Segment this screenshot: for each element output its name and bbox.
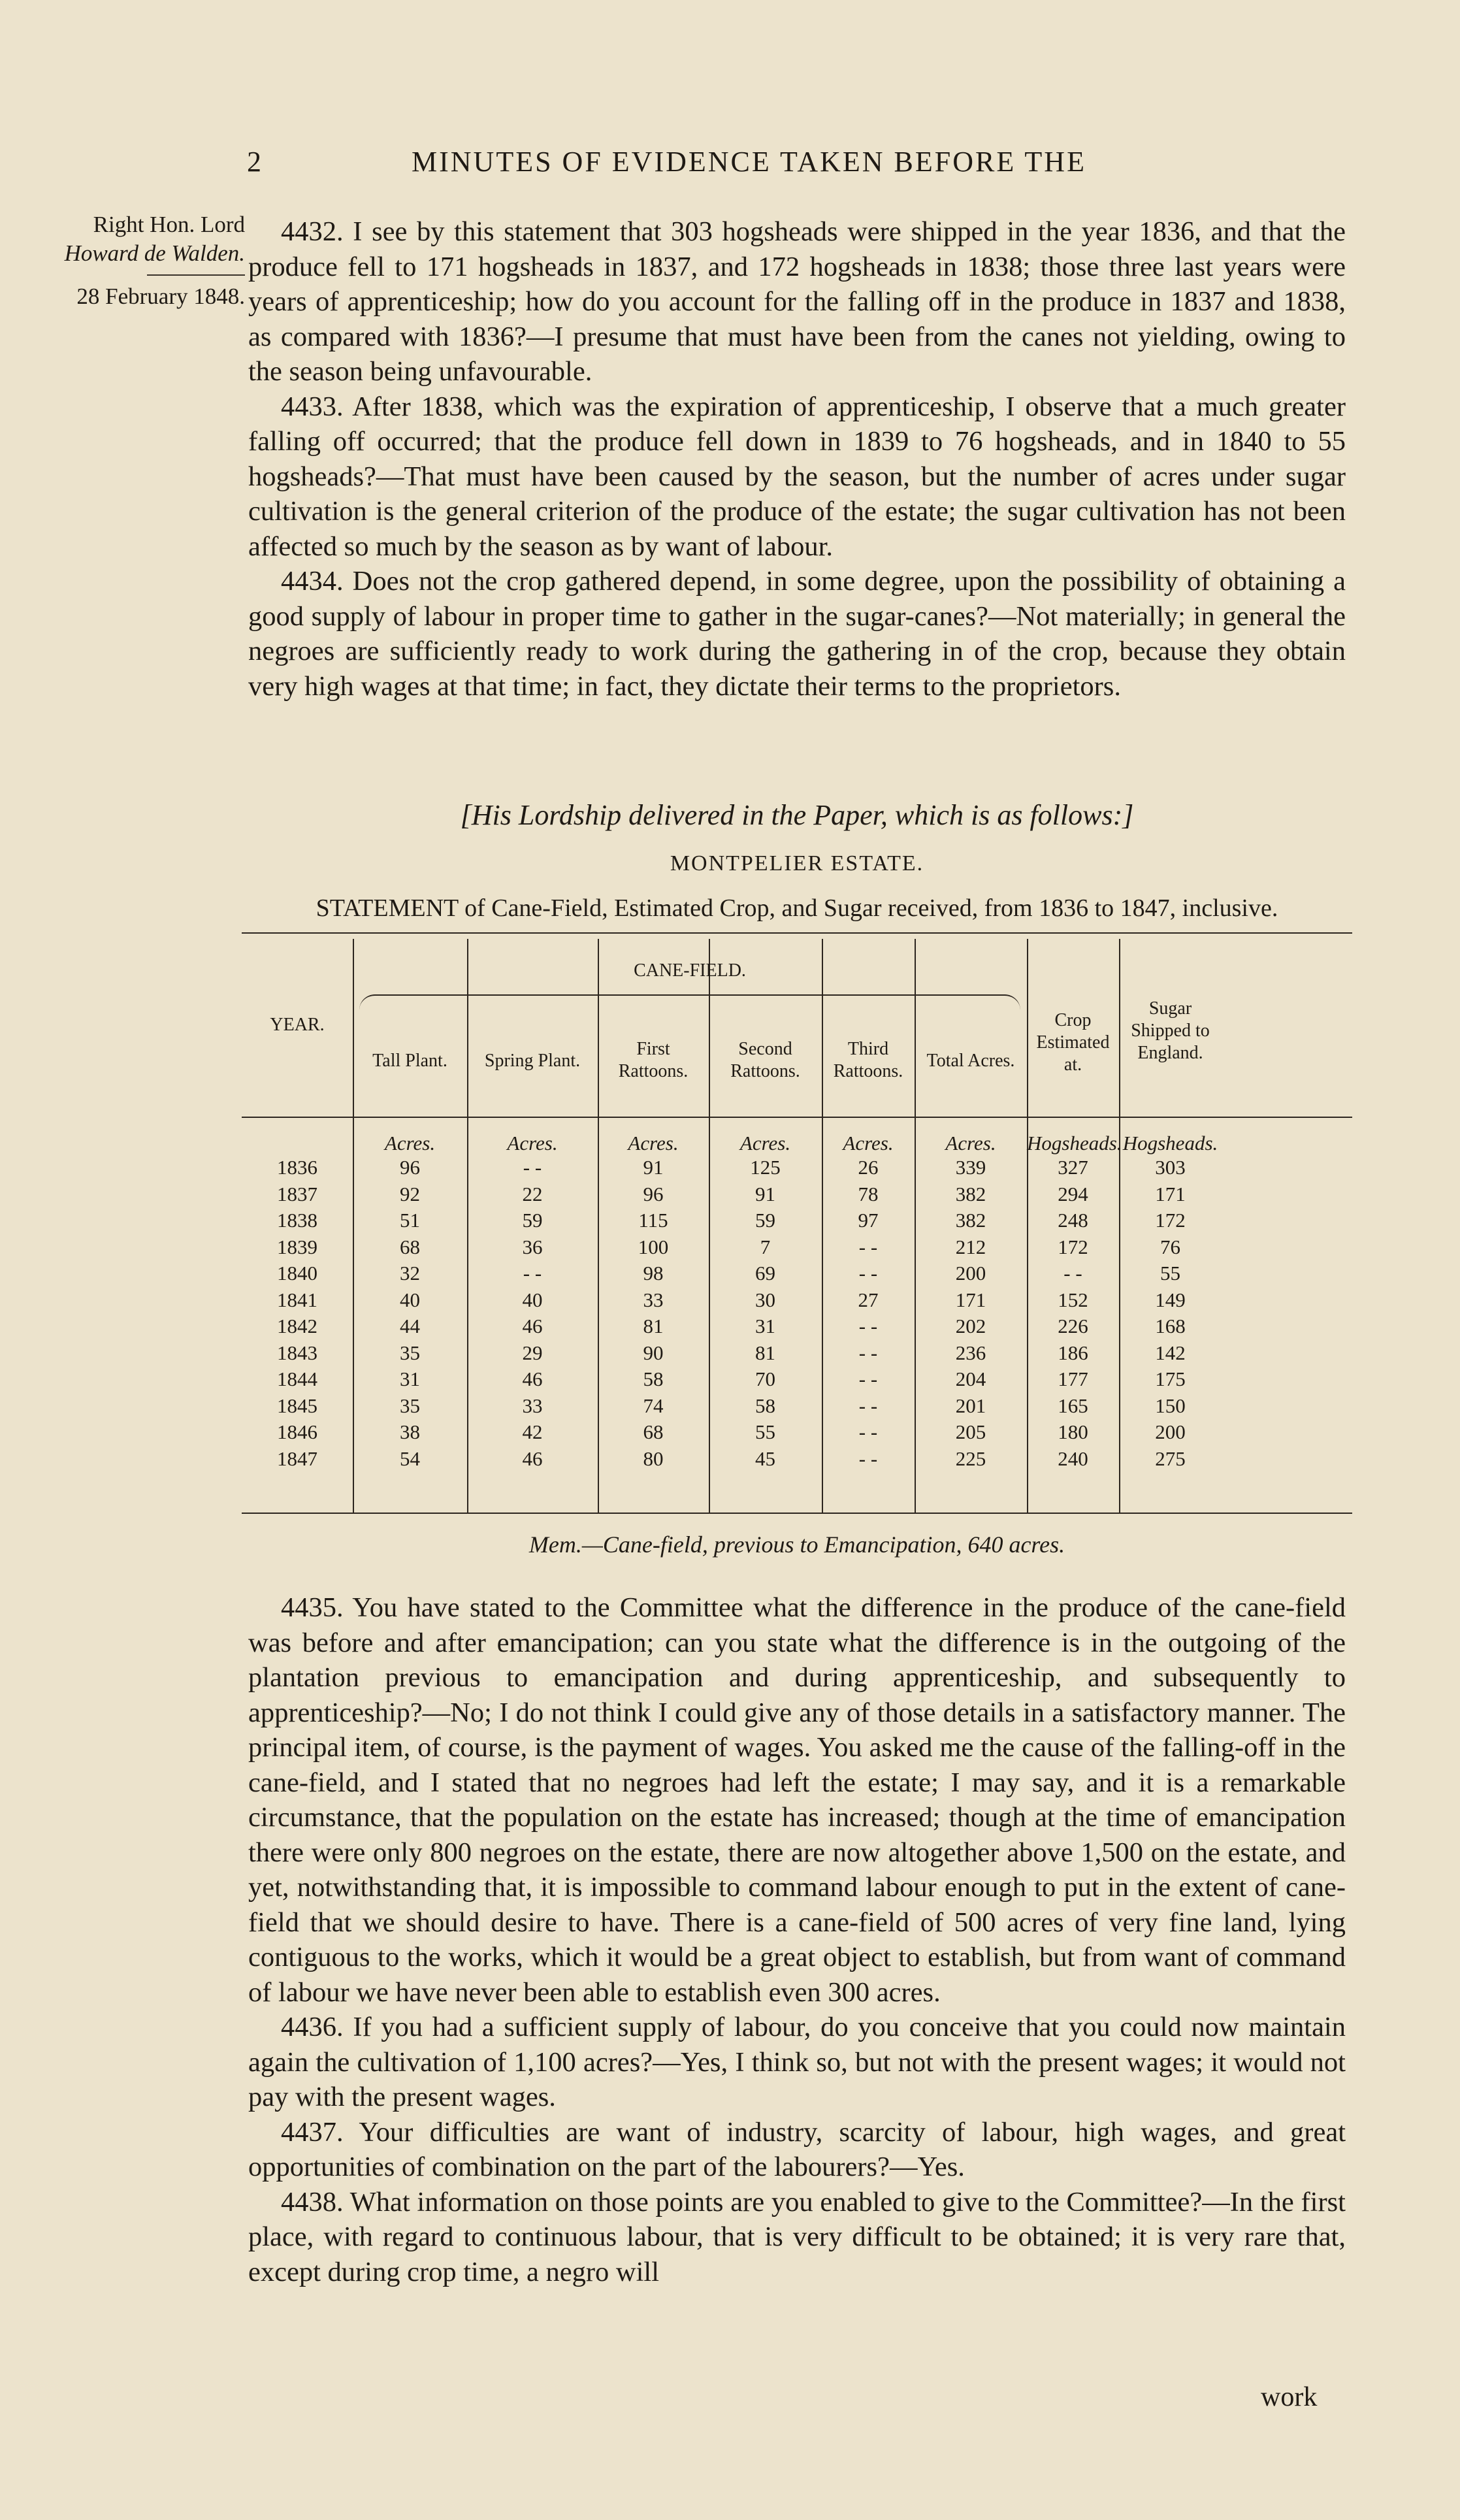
- unit-label: Acres.: [945, 1132, 996, 1154]
- table-cell: 202: [955, 1315, 986, 1337]
- lordship-note: [His Lordship delivered in the Paper, which is as follows:]: [460, 799, 1134, 831]
- year-cell: 1841: [277, 1288, 317, 1311]
- table-bottom-rule: [242, 1513, 1352, 1514]
- table-cell: 46: [522, 1447, 543, 1470]
- paragraph-4437: 4437. Your difficulties are want of industry, scarcity of labour, high wages, and great opportunities of combination on the part of the labourers?—Yes.: [248, 2116, 1346, 2182]
- cane-field-brace: [359, 994, 1020, 1011]
- table-cell: 98: [643, 1262, 664, 1285]
- table-cell: 175: [1155, 1367, 1186, 1390]
- table-cell: - -: [858, 1420, 878, 1443]
- table-cell: 186: [1058, 1341, 1088, 1364]
- table-cell: - -: [858, 1367, 878, 1390]
- table-cell: - -: [858, 1394, 878, 1417]
- table-cell: 58: [755, 1394, 775, 1417]
- column-header: Spring Plant.: [484, 1051, 581, 1071]
- table-cell: 96: [400, 1156, 420, 1179]
- statement-title: STATEMENT of Cane-Field, Estimated Crop, and Sugar received, from 1836 to 1847, inclusive.: [316, 894, 1278, 922]
- table-cell: 55: [755, 1420, 775, 1443]
- table-cell: 115: [638, 1209, 668, 1232]
- running-title: MINUTES OF EVIDENCE TAKEN BEFORE THE: [412, 146, 1086, 178]
- table-cell: 27: [858, 1288, 879, 1311]
- table-cell: - -: [858, 1235, 878, 1258]
- unit-label: Acres.: [628, 1132, 679, 1154]
- year-cell: 1843: [277, 1341, 317, 1364]
- margin-rule: [147, 274, 245, 276]
- table-cell: 275: [1155, 1447, 1186, 1470]
- column-header: First Rattoons.: [618, 1039, 689, 1081]
- table-cell: 35: [400, 1341, 420, 1364]
- table-cell: 225: [955, 1447, 986, 1470]
- catchword: work: [1261, 2382, 1318, 2412]
- table-cell: 33: [522, 1394, 543, 1417]
- table-cell: - -: [1063, 1262, 1082, 1285]
- witness-name: Howard de Walden.: [64, 240, 245, 266]
- table-cell: 58: [643, 1367, 664, 1390]
- year-cell: 1846: [277, 1420, 317, 1443]
- year-cell: 1842: [277, 1315, 317, 1337]
- table-cell: - -: [858, 1341, 878, 1364]
- unit-label: Acres.: [384, 1132, 436, 1154]
- table-cell: 46: [522, 1315, 543, 1337]
- table-cell: 31: [755, 1315, 775, 1337]
- table-cell: 200: [955, 1262, 986, 1285]
- page-number: 2: [247, 146, 261, 178]
- paragraph-4438: 4438. What information on those points are you enabled to give to the Committee?—In the first place, with regard to continuous labour, that is very difficult to be obtained; it is very rare that, except during crop time, a negro will: [248, 2186, 1346, 2287]
- year-cell: 1839: [277, 1235, 317, 1258]
- table-cell: 45: [755, 1447, 775, 1470]
- table-cell: 70: [755, 1367, 775, 1390]
- evidence-text-bottom: [248, 1590, 1346, 2289]
- table-cell: 200: [1155, 1420, 1186, 1443]
- evidence-text-top: [248, 214, 1346, 704]
- year-cell: 1837: [277, 1182, 317, 1205]
- table-cell: 91: [643, 1156, 664, 1179]
- year-cell: 1840: [277, 1262, 317, 1285]
- table-cell: 40: [522, 1288, 543, 1311]
- witness-title: Right Hon. Lord: [93, 212, 245, 237]
- table-cell: 177: [1058, 1367, 1088, 1390]
- table-cell: 180: [1058, 1420, 1088, 1443]
- table-cell: 248: [1058, 1209, 1088, 1232]
- year-cell: 1847: [277, 1447, 317, 1470]
- table-cell: 78: [858, 1182, 879, 1205]
- table-cell: 68: [400, 1235, 420, 1258]
- unit-label: Hogsheads.: [1122, 1132, 1218, 1154]
- margin-note: [20, 210, 245, 311]
- page-header: [0, 145, 1460, 184]
- unit-label: Acres.: [843, 1132, 894, 1154]
- table-cell: 201: [955, 1394, 986, 1417]
- paragraph-4432: 4432. I see by this statement that 303 hogsheads were shipped in the year 1836, and that the produce fell to 171 hogsheads in 1837, and 172 hogsheads in 1838; those three last years were years of apprenticeship; how do you account for the falling off in the produce in 1837 and 1838, as compared with 1836?—I presume that must have been from the canes not yielding, owing to the season being unfavourable.: [248, 216, 1346, 387]
- table-cell: 339: [955, 1156, 986, 1179]
- table-cell: 42: [522, 1420, 543, 1443]
- table-cell: 90: [643, 1341, 664, 1364]
- column-header: Total Acres.: [926, 1051, 1015, 1071]
- table-cell: 69: [755, 1262, 775, 1285]
- paragraph-4434: 4434. Does not the crop gathered depend, in some degree, upon the possibility of obtaining a good supply of labour in proper time to gather in the sugar-canes?—Not materially; in general the negroes are sufficiently ready to work during the gathering in of the crop, because they obtain very high wages at that time; in fact, they dictate their terms to the proprietors.: [248, 566, 1346, 702]
- column-header: Sugar Shipped to England.: [1131, 998, 1210, 1063]
- table-cell: 7: [760, 1235, 771, 1258]
- table-cell: 236: [955, 1341, 986, 1364]
- table-cell: 240: [1058, 1447, 1088, 1470]
- paragraph-4436: 4436. If you had a sufficient supply of labour, do you conceive that you could now maintain again the cultivation of 1,100 acres?—Yes, I think so, but not with the present wages; it would not pay with the present wages.: [248, 2012, 1346, 2112]
- table-cell: 74: [643, 1394, 664, 1417]
- table-cell: 68: [643, 1420, 664, 1443]
- table-cell: 96: [643, 1182, 664, 1205]
- memorandum: Mem.—Cane-field, previous to Emancipation, 640 acres.: [528, 1531, 1065, 1558]
- table-cell: 171: [1155, 1182, 1186, 1205]
- table-cell: 91: [755, 1182, 775, 1205]
- year-cell: 1844: [277, 1367, 317, 1390]
- column-header: Tall Plant.: [372, 1051, 447, 1071]
- table-cell: 51: [400, 1209, 420, 1232]
- table-top-rule: [242, 932, 1352, 934]
- table-cell: 142: [1155, 1341, 1186, 1364]
- table-cell: 46: [522, 1367, 543, 1390]
- unit-label: Acres.: [739, 1132, 791, 1154]
- table-cell: 172: [1058, 1235, 1088, 1258]
- table-cell: 303: [1155, 1156, 1186, 1179]
- table-cell: 172: [1155, 1209, 1186, 1232]
- table-cell: 81: [643, 1315, 664, 1337]
- table-cell: 32: [400, 1262, 420, 1285]
- column-header: Third Rattoons.: [833, 1039, 903, 1081]
- column-header: Second Rattoons.: [730, 1039, 800, 1081]
- year-cell: 1836: [277, 1156, 317, 1179]
- table-cell: 26: [858, 1156, 879, 1179]
- table-cell: 100: [638, 1235, 669, 1258]
- table-cell: 81: [755, 1341, 775, 1364]
- table-cell: 40: [400, 1288, 420, 1311]
- unit-label: Hogsheads.: [1027, 1132, 1122, 1154]
- table-cell: - -: [858, 1315, 878, 1337]
- table-cell: 150: [1155, 1394, 1186, 1417]
- table-cell: 125: [750, 1156, 781, 1179]
- table-cell: 54: [400, 1447, 420, 1470]
- table-cell: 76: [1160, 1235, 1180, 1258]
- table-cell: 212: [955, 1235, 986, 1258]
- cane-field-header: CANE-FIELD.: [634, 960, 746, 981]
- table-cell: 327: [1058, 1156, 1088, 1179]
- table-cell: 44: [400, 1315, 420, 1337]
- table-cell: 59: [522, 1209, 543, 1232]
- unit-label: Acres.: [507, 1132, 558, 1154]
- table-cell: 152: [1058, 1288, 1088, 1311]
- table-cell: 29: [522, 1341, 543, 1364]
- table-cell: 226: [1058, 1315, 1088, 1337]
- table-cell: 171: [955, 1288, 986, 1311]
- table-cell: 33: [643, 1288, 664, 1311]
- margin-date: 28 February 1848.: [76, 284, 245, 309]
- table-cell: 382: [955, 1182, 986, 1205]
- table-header-rule: [242, 1117, 1352, 1118]
- table-cell: - -: [523, 1156, 542, 1179]
- table-cell: 149: [1155, 1288, 1186, 1311]
- paragraph-4435: 4435. You have stated to the Committee what the difference in the produce of the cane-field was before and after emancipation; can you state what the difference is in the outgoing of the plantation previous to emancipation and during apprenticeship, and subsequently to apprenticeship?—No; I do not think I could give any of those details in a satisfactory manner. The principal item, of course, is the payment of wages. You asked me the cause of the falling-off in the cane-field, and I stated that no negroes had left the estate; I may say, and it is a remarkable circumstance, that the population on the estate has increased; though at the time of emancipation there were only 800 negroes on the estate, there are now altogether above 1,500 on the estate, and yet, notwithstanding that, it is impossible to command labour enough to put in the extent of cane-field that we should desire to have. There is a cane-field of 500 acres of very fine land, lying contiguous to the works, which it would be a great object to establish, but from want of command of labour we have never been able to establish even 300 acres.: [248, 1592, 1346, 2008]
- table-cell: - -: [858, 1262, 878, 1285]
- table-cell: 35: [400, 1394, 420, 1417]
- table-cell: 97: [858, 1209, 879, 1232]
- table-cell: - -: [858, 1447, 878, 1470]
- table-cell: 92: [400, 1182, 420, 1205]
- table-cell: 165: [1058, 1394, 1088, 1417]
- table-cell: 168: [1155, 1315, 1186, 1337]
- paragraph-4433: 4433. After 1838, which was the expiration of apprenticeship, I observe that a much greater falling off occurred; that the produce fell down in 1839 to 76 hogsheads, and in 1840 to 55 hogsheads?—That must have been caused by the season, but the number of acres under sugar cultivation is the general criterion of the produce of the estate; the sugar cultivation has not been affected so much by the season as by want of labour.: [248, 391, 1346, 562]
- table-cell: 80: [643, 1447, 664, 1470]
- table-cell: - -: [523, 1262, 542, 1285]
- table-cell: 31: [400, 1367, 420, 1390]
- table-cell: 294: [1058, 1182, 1088, 1205]
- column-header: Crop Estimated at.: [1036, 1010, 1110, 1075]
- table-cell: 382: [955, 1209, 986, 1232]
- table-cell: 38: [400, 1420, 420, 1443]
- table-cell: 59: [755, 1209, 775, 1232]
- year-header: YEAR.: [270, 1015, 325, 1035]
- year-cell: 1845: [277, 1394, 317, 1417]
- estate-title: MONTPELIER ESTATE.: [670, 851, 924, 875]
- year-cell: 1838: [277, 1209, 317, 1232]
- table-cell: 30: [755, 1288, 775, 1311]
- table-cell: 205: [955, 1420, 986, 1443]
- table-cell: 204: [955, 1367, 986, 1390]
- table-cell: 22: [522, 1182, 543, 1205]
- statement-table: [242, 932, 1352, 1520]
- table-cell: 36: [522, 1235, 543, 1258]
- table-cell: 55: [1160, 1262, 1180, 1285]
